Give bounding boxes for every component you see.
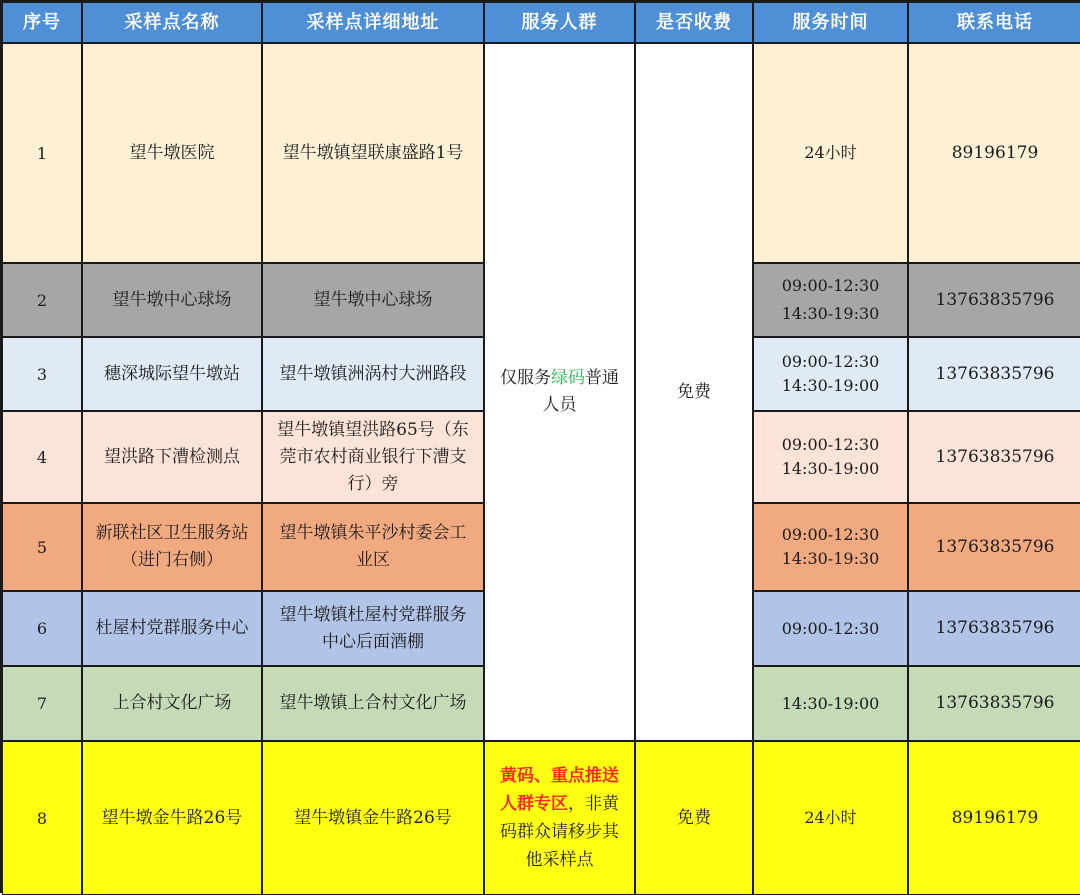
row-2-phone: 13763835796 [908, 263, 1080, 337]
row-4-address [262, 411, 484, 503]
row-3-time-line-1: 09:00-12:30 [781, 352, 880, 371]
row-1-service-time [753, 43, 908, 263]
row-6-seq: 6 [2, 591, 82, 666]
row-8-note-line-2 [500, 790, 619, 818]
row-2-address: 望牛墩中心球场 [262, 263, 484, 337]
row-8-seq: 8 [2, 741, 82, 895]
row-2-time-line-2: 14:30-19:30 [781, 304, 880, 323]
row-8-note-line-4: 他采样点 [525, 850, 594, 870]
row-5-site-name [82, 503, 262, 591]
service-group-prefix: 仅服务 [500, 368, 551, 388]
row-8-service-time [753, 741, 908, 895]
row-7-site-name: 上合村文化广场 [82, 666, 262, 741]
header-seq: 序号 [2, 2, 82, 43]
row-6-address-line-2: 中心后面酒棚 [322, 631, 424, 652]
row-2-time-line-1: 09:00-12:30 [781, 276, 880, 295]
row-6-time-line: 09:00-12:30 [781, 618, 880, 638]
row-3-phone: 13763835796 [908, 337, 1080, 411]
row-8-note-line-1: 黄码、重点推送 [500, 766, 619, 786]
row-5-time-line-1: 09:00-12:30 [781, 525, 880, 544]
row-7-phone: 13763835796 [908, 666, 1080, 741]
row-7-address: 望牛墩镇上合村文化广场 [262, 666, 484, 741]
row-4-address-line-2: 莞市农村商业银行下漕支 [279, 446, 467, 467]
header-site-name: 采样点名称 [82, 2, 262, 43]
header-fee: 是否收费 [635, 2, 753, 43]
row-8-note-line-3: 码群众请移步其 [500, 822, 619, 842]
row-2-seq: 2 [2, 263, 82, 337]
row-6-address-line-1: 望牛墩镇杜屋村党群服务 [279, 604, 467, 625]
row-7-seq: 7 [2, 666, 82, 741]
row-5-seq: 5 [2, 503, 82, 591]
row-8-time-line: 24小时 [804, 808, 857, 827]
row-1-time-line: 24小时 [804, 143, 857, 162]
header-service-group: 服务人群 [484, 2, 635, 43]
row-5-address [262, 503, 484, 591]
header-address: 采样点详细地址 [262, 2, 484, 43]
row-1-address: 望牛墩镇望联康盛路1号 [262, 43, 484, 263]
row-4-address-line-3: 行）旁 [347, 473, 399, 494]
row-4-time-line-1: 09:00-12:30 [781, 435, 880, 454]
row-2-site-name: 望牛墩中心球场 [82, 263, 262, 337]
row-5-name-line-1: 新联社区卫生服务站 [95, 523, 249, 543]
row-4-time-line-2: 14:30-19:00 [781, 459, 880, 478]
row-4-site-name: 望洪路下漕检测点 [82, 411, 262, 503]
row-4-seq: 4 [2, 411, 82, 503]
row-3-address: 望牛墩镇洲涡村大洲路段 [262, 337, 484, 411]
row-8-site-name: 望牛墩金牛路26号 [82, 741, 262, 895]
row-5-phone: 13763835796 [908, 503, 1080, 591]
row-6-site-name: 杜屋村党群服务中心 [82, 591, 262, 666]
row-5-service-time [753, 503, 908, 591]
row-5-address-line-1: 望牛墩镇朱平沙村委会工 [279, 523, 467, 543]
row-1-seq: 1 [2, 43, 82, 263]
row-7-service-time [753, 666, 908, 741]
row-3-service-time [753, 337, 908, 411]
service-group-line-1 [500, 365, 619, 392]
row-4-phone: 13763835796 [908, 411, 1080, 503]
row-8-note-red-part: 人群专区 [500, 794, 568, 814]
service-group-line-2: 人员 [542, 395, 577, 415]
row-6-address [262, 591, 484, 666]
service-group-suffix: 普通 [585, 368, 619, 388]
row-4-address-line-1: 望牛墩镇望洪路65号（东 [277, 419, 469, 440]
header-phone: 联系电话 [908, 2, 1080, 43]
row-3-seq: 3 [2, 337, 82, 411]
header-service-time: 服务时间 [753, 2, 908, 43]
row-2-service-time [753, 263, 908, 337]
row-1-phone: 89196179 [908, 43, 1080, 263]
fee-rows-1-7: 免费 [635, 43, 753, 741]
row-8-phone: 89196179 [908, 741, 1080, 895]
row-3-site-name: 穗深城际望牛墩站 [82, 337, 262, 411]
row-8-note-rest: ，非黄 [568, 794, 619, 814]
row-5-address-line-2: 业区 [356, 550, 390, 570]
row-1-site-name: 望牛墩医院 [82, 43, 262, 263]
row-5-time-line-2: 14:30-19:30 [781, 549, 880, 568]
service-group-rows-1-7 [484, 43, 635, 741]
row-4-service-time [753, 411, 908, 503]
row-8-service-group [484, 741, 635, 895]
row-3-time-line-2: 14:30-19:00 [781, 376, 880, 395]
row-8-fee: 免费 [635, 741, 753, 895]
row-7-time-line: 14:30-19:00 [781, 693, 880, 713]
row-6-phone: 13763835796 [908, 591, 1080, 666]
green-code-highlight: 绿码 [551, 368, 585, 388]
row-5-name-line-2: （进门右侧） [121, 550, 223, 570]
row-6-service-time [753, 591, 908, 666]
row-8-address: 望牛墩镇金牛路26号 [262, 741, 484, 895]
